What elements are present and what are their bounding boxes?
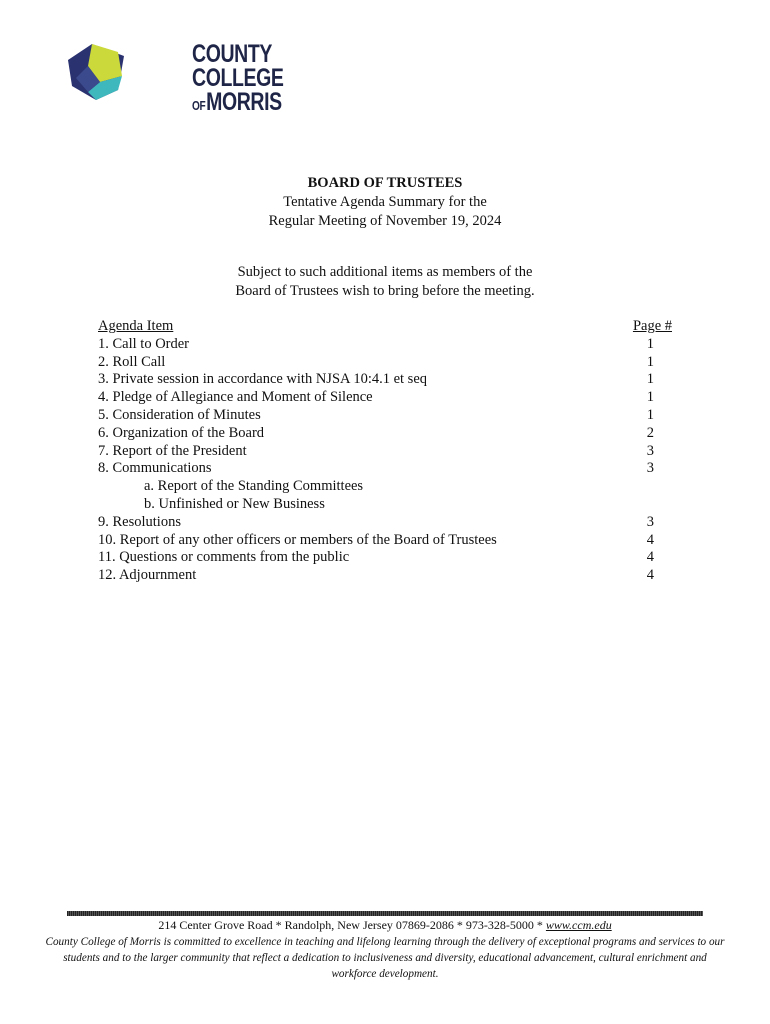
footer-address xyxy=(0,918,770,933)
agenda-item-label: 1. Call to Order xyxy=(98,335,190,352)
logo-text-morris: MORRIS xyxy=(206,88,282,116)
agenda-item-row xyxy=(98,532,674,550)
agenda-item-row xyxy=(98,425,674,443)
agenda-subitem-row xyxy=(98,478,674,496)
logo-text-college: COLLEGE xyxy=(192,64,284,92)
agenda-header-row xyxy=(98,318,674,336)
agenda-item-label: 4. Pledge of Allegiance and Moment of Silence xyxy=(98,389,373,406)
agenda-item-label: 2. Roll Call xyxy=(98,353,166,370)
agenda-item-page: 3 xyxy=(646,460,654,477)
subject-statement xyxy=(0,263,770,301)
page-number-column-header: Page # xyxy=(632,318,672,334)
agenda-item-label: 3. Private session in accordance with NJSA 10:4.1 et seq xyxy=(98,371,428,388)
footer-divider xyxy=(67,911,703,916)
document-subtitle: Tentative Agenda Summary for the xyxy=(283,194,487,210)
agenda-item-label: 9. Resolutions xyxy=(98,513,181,530)
agenda-item-page: 4 xyxy=(646,531,654,548)
document-header xyxy=(0,174,770,231)
agenda-item-row xyxy=(98,443,674,461)
agenda-item-page: 4 xyxy=(646,567,654,584)
agenda-item-label: b. Unfinished or New Business xyxy=(144,495,325,512)
agenda-item-row xyxy=(98,514,674,532)
agenda-item-page: 1 xyxy=(646,353,654,370)
subject-line-2: Board of Trustees wish to bring before the meeting. xyxy=(235,283,535,299)
agenda-item-row xyxy=(98,407,674,425)
logo-text-county: COUNTY xyxy=(192,40,272,68)
agenda-item-label: 11. Questions or comments from the public xyxy=(98,549,350,566)
agenda-item-row xyxy=(98,389,674,407)
agenda-table xyxy=(98,318,674,585)
meeting-date-line: Regular Meeting of November 19, 2024 xyxy=(268,213,502,229)
logo-mark-icon xyxy=(66,42,126,102)
agenda-item-row xyxy=(98,354,674,372)
agenda-subitem-row xyxy=(98,496,674,514)
agenda-item-page: 4 xyxy=(646,549,654,566)
agenda-item-label: 8. Communications xyxy=(98,460,212,477)
college-logo xyxy=(66,40,284,124)
footer-address-text: 214 Center Grove Road * Randolph, New Jersey 07869-2086 * 973-328-5000 * xyxy=(158,918,546,932)
subject-line-1: Subject to such additional items as members of the xyxy=(237,264,533,280)
agenda-item-label: 7. Report of the President xyxy=(98,442,247,459)
agenda-item-row xyxy=(98,336,674,354)
agenda-item-page: 1 xyxy=(646,406,654,423)
logo-text-of: OF xyxy=(192,98,206,113)
agenda-item-column-header: Agenda Item xyxy=(98,318,174,334)
agenda-item-page: 3 xyxy=(646,513,654,530)
agenda-item-label: 12. Adjournment xyxy=(98,567,197,584)
agenda-item-row xyxy=(98,460,674,478)
agenda-item-page: 2 xyxy=(646,424,654,441)
mission-statement: County College of Morris is committed to excellence in teaching and lifelong learning through the delivery of exceptional programs and services to our students and to the larger community that reflect a dedication to inclusiveness and diversity, educational advancement, cultural enrichment and workforce development. xyxy=(45,936,725,980)
website-link[interactable]: www.ccm.edu xyxy=(545,918,612,932)
agenda-item-row xyxy=(98,549,674,567)
agenda-item-page: 3 xyxy=(646,442,654,459)
agenda-item-label: 6. Organization of the Board xyxy=(98,424,265,441)
agenda-item-page: 1 xyxy=(646,389,654,406)
agenda-item-page: 1 xyxy=(646,371,654,388)
agenda-item-page: 1 xyxy=(646,335,654,352)
agenda-item-label: a. Report of the Standing Committees xyxy=(144,478,364,495)
agenda-item-row xyxy=(98,567,674,585)
agenda-item-row xyxy=(98,371,674,389)
agenda-item-label: 10. Report of any other officers or members of the Board of Trustees xyxy=(98,531,497,548)
document-title: BOARD OF TRUSTEES xyxy=(307,175,463,191)
agenda-item-label: 5. Consideration of Minutes xyxy=(98,406,261,423)
